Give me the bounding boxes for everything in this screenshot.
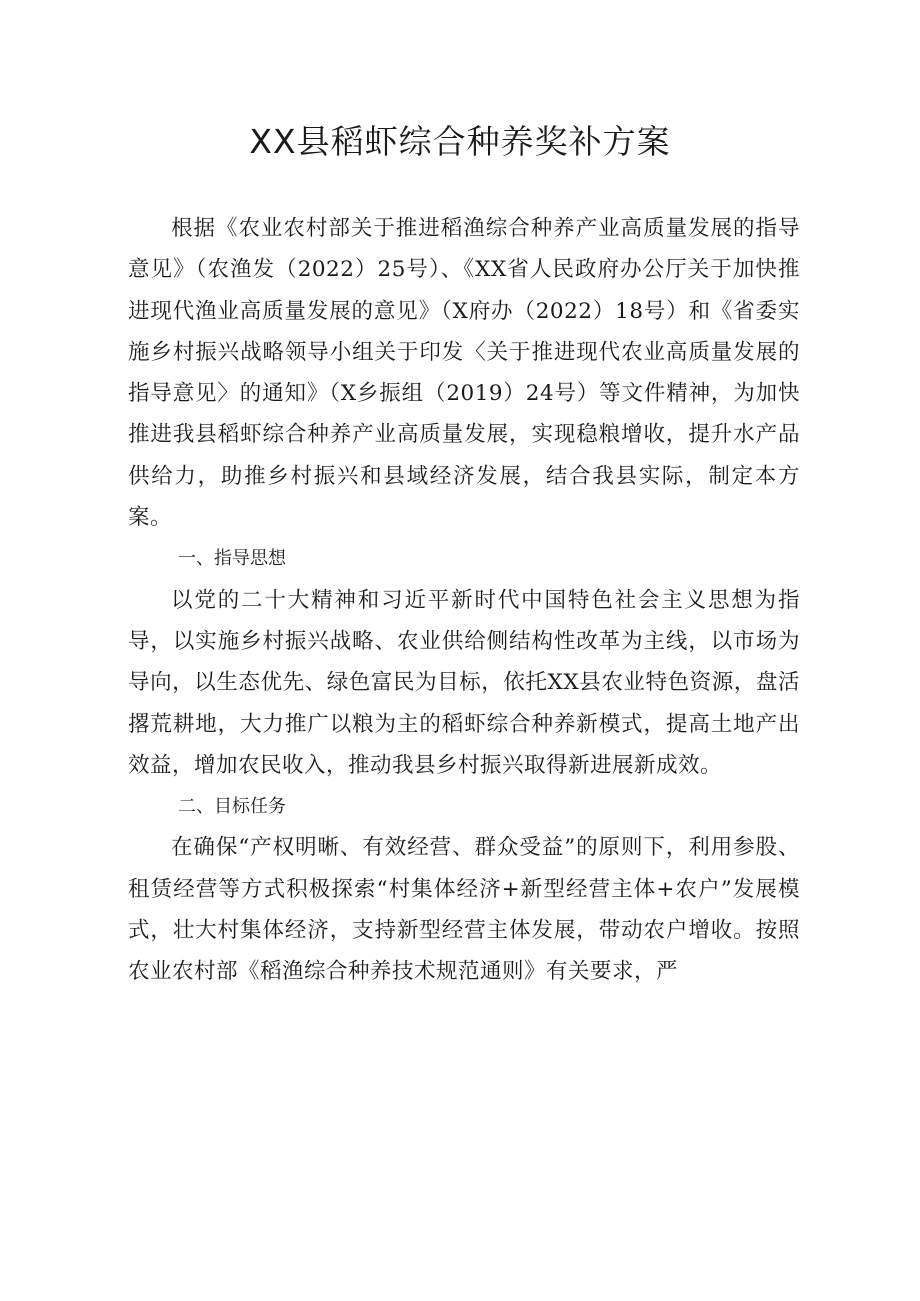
guiding-thought-paragraph: 以党的二十大精神和习近平新时代中国特色社会主义思想为指导，以实施乡村振兴战略、农业供给侧结构性改革为主线，以市场为导向，以生态优先、绿色富民为目标，依托XX县农业特色资源，盘活撂荒耕地，大力推广以粮为主的稻虾综合种养新模式，提高土地产出效益，增加农民收入，推动我县乡村振兴取得新进展新成效。 xyxy=(128,587,800,778)
document-body xyxy=(128,208,800,993)
intro-paragraph: 根据《农业农村部关于推进稻渔综合种养产业高质量发展的指导意见》（农渔发（2022）25号）、《XX省人民政府办公厅关于加快推进现代渔业高质量发展的意见》（X府办（2022）18号）和《省委实施乡村振兴战略领导小组关于印发〈关于推进现代农业高质量发展的指导意见〉的通知》（X乡振组（2019）24号）等文件精神，为加快推进我县稻虾综合种养产业高质量发展，实现稳粮增收，提升水产品供给力，助推乡村振兴和县域经济发展，结合我县实际，制定本方案。 xyxy=(128,216,800,531)
section-heading-targets: 二、目标任务 xyxy=(178,796,286,818)
section-heading-guiding-thought: 一、指导思想 xyxy=(178,548,286,570)
document-title: XX县稻虾综合种养奖补方案 xyxy=(249,122,671,161)
targets-paragraph: 在确保“产权明晰、有效经营、群众受益”的原则下，利用参股、租赁经营等方式积极探索“村集体经济+新型经营主体+农户”发展模式，壮大村集体经济，支持新型经营主体发展，带动农户增收。按照农业农村部《稻渔综合种养技术规范通则》有关要求，严 xyxy=(128,835,800,985)
